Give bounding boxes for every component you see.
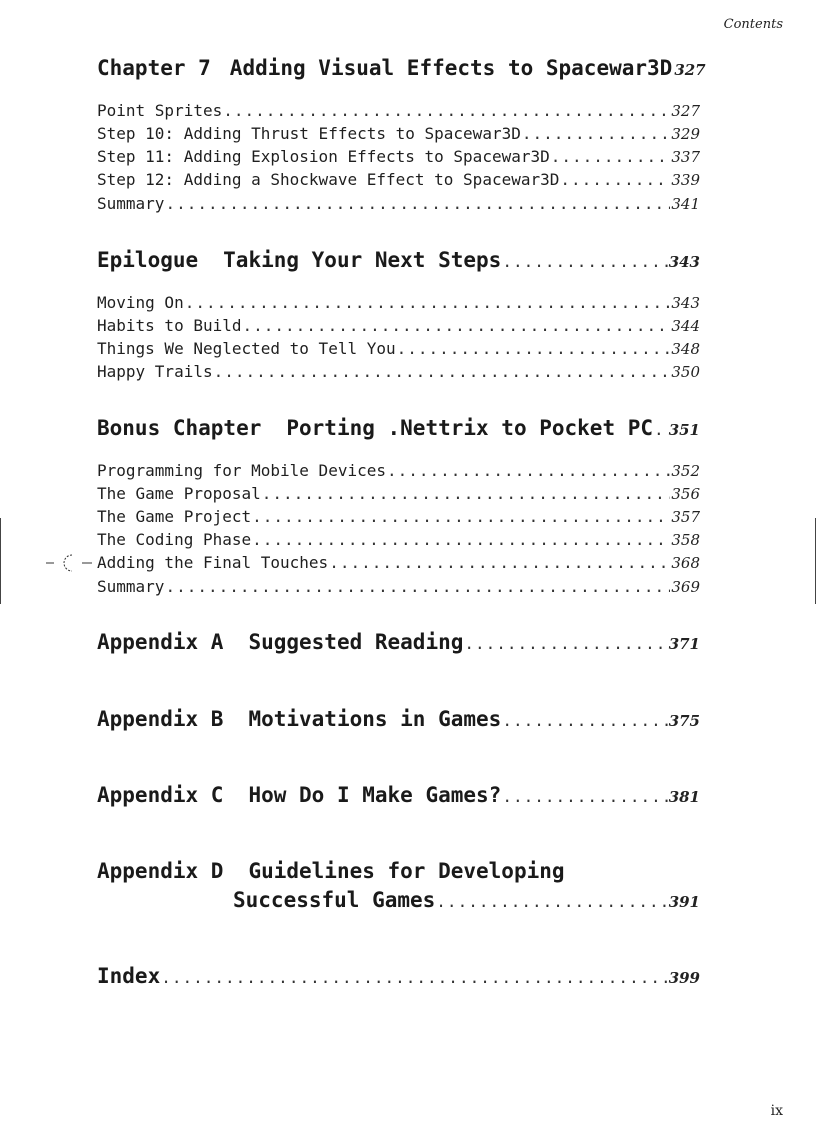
toc-entry[interactable]	[97, 577, 700, 596]
page-number: 327	[671, 102, 700, 120]
toc-heading-chapter-7[interactable]	[97, 56, 706, 80]
entry-title: The Coding Phase	[97, 530, 252, 549]
page-number: 337	[671, 148, 700, 166]
heading-label: Appendix D	[97, 859, 224, 883]
crop-mark-left	[0, 518, 1, 604]
toc-heading-appendix-d[interactable]	[97, 859, 700, 883]
heading-label: Appendix A	[97, 630, 224, 654]
entry-title: Habits to Build	[97, 316, 242, 335]
entry-title: Happy Trails	[97, 362, 213, 381]
heading-label: Appendix B	[97, 707, 224, 731]
entry-title: The Game Proposal	[97, 484, 261, 503]
toc-entry[interactable]	[97, 484, 700, 503]
registration-mark-icon	[46, 551, 94, 575]
entry-title: Summary	[97, 194, 165, 213]
toc-entry[interactable]	[97, 316, 700, 335]
page-number: 368	[671, 554, 700, 572]
entry-title: Programming for Mobile Devices	[97, 461, 386, 480]
toc-entry[interactable]	[97, 293, 700, 312]
dot-leader	[560, 170, 670, 189]
dot-leader	[262, 484, 671, 503]
page-number: 356	[671, 485, 700, 503]
dot-leader	[185, 293, 671, 312]
page-number: 371	[668, 635, 700, 653]
toc-entry[interactable]	[97, 553, 700, 572]
dot-leader	[502, 248, 667, 272]
toc-entry[interactable]	[97, 530, 700, 549]
heading-title: How Do I Make Games?	[248, 783, 502, 807]
toc-entry[interactable]	[97, 507, 700, 526]
toc-entry[interactable]	[97, 339, 700, 358]
entry-title: Point Sprites	[97, 101, 223, 120]
dot-leader	[522, 124, 671, 143]
dot-leader	[223, 101, 670, 120]
toc-entry[interactable]	[97, 194, 700, 213]
page-number: 343	[668, 253, 700, 271]
heading-label: Epilogue	[97, 248, 199, 272]
heading-label: Appendix C	[97, 783, 224, 807]
dot-leader	[214, 362, 671, 381]
dot-leader	[252, 530, 670, 549]
toc-entry[interactable]	[97, 362, 700, 381]
dot-leader	[502, 707, 667, 731]
heading-title-line-2: Successful Games	[233, 888, 436, 912]
dot-leader	[161, 964, 667, 988]
page-number: 391	[668, 893, 700, 911]
dot-leader	[397, 339, 671, 358]
page-number: 381	[668, 788, 700, 806]
toc-heading-appendix-c[interactable]	[97, 783, 700, 807]
running-head: Contents	[723, 17, 783, 32]
dot-leader	[165, 194, 670, 213]
dot-leader	[243, 316, 671, 335]
page-number: 350	[671, 363, 700, 381]
entry-title: The Game Project	[97, 507, 252, 526]
entry-title: Step 12: Adding a Shockwave Effect to Spacewar3D	[97, 170, 560, 189]
page-number: 375	[668, 712, 700, 730]
heading-title: Motivations in Games	[248, 707, 502, 731]
dot-leader	[502, 783, 667, 807]
page-number: 357	[671, 508, 700, 526]
toc-entry[interactable]	[97, 101, 700, 120]
toc-heading-appendix-a[interactable]	[97, 630, 700, 654]
heading-label: Index	[97, 964, 161, 988]
page-number: 351	[668, 421, 700, 439]
heading-title-line-1: Guidelines for Developing	[248, 859, 565, 883]
heading-title: Taking Your Next Steps	[223, 248, 502, 272]
toc-entry[interactable]	[97, 124, 700, 143]
entry-title: Step 10: Adding Thrust Effects to Spacewar3D	[97, 124, 521, 143]
page-number: 329	[671, 125, 700, 143]
toc-heading-bonus-chapter[interactable]	[97, 416, 700, 440]
dot-leader	[387, 461, 670, 480]
page-number: 341	[671, 195, 700, 213]
entry-title: Moving On	[97, 293, 184, 312]
page-number: 399	[668, 969, 700, 987]
dot-leader	[165, 577, 670, 596]
heading-title: Porting .Nettrix to Pocket PC	[286, 416, 654, 440]
dot-leader	[464, 630, 667, 654]
page-number: 327	[674, 61, 706, 79]
dot-leader	[329, 553, 670, 572]
entry-title: Step 11: Adding Explosion Effects to Spacewar3D	[97, 147, 550, 166]
entry-title: Things We Neglected to Tell You	[97, 339, 396, 358]
dot-leader	[436, 888, 667, 912]
toc-entry[interactable]	[97, 170, 700, 189]
page-number: 358	[671, 531, 700, 549]
heading-label: Bonus Chapter	[97, 416, 262, 440]
page-number: 344	[671, 317, 700, 335]
page-number: 369	[671, 578, 700, 596]
page-number: 348	[671, 340, 700, 358]
toc-entry[interactable]	[97, 147, 700, 166]
toc-heading-appendix-d-continued[interactable]	[233, 888, 700, 912]
toc-entry[interactable]	[97, 461, 700, 480]
heading-title: Adding Visual Effects to Spacewar3D	[229, 56, 673, 80]
toc-heading-epilogue[interactable]	[97, 248, 700, 272]
heading-label: Chapter 7	[97, 56, 211, 80]
page-number: 352	[671, 462, 700, 480]
page-number: 339	[671, 171, 700, 189]
entry-title: Adding the Final Touches	[97, 553, 329, 572]
entry-title: Summary	[97, 577, 165, 596]
toc-heading-index[interactable]	[97, 964, 700, 988]
dot-leader	[654, 416, 668, 440]
toc-heading-appendix-b[interactable]	[97, 707, 700, 731]
dot-leader	[252, 507, 670, 526]
page-folio: ix	[770, 1103, 783, 1119]
dot-leader	[551, 147, 671, 166]
page-number: 343	[671, 294, 700, 312]
heading-title: Suggested Reading	[248, 630, 464, 654]
